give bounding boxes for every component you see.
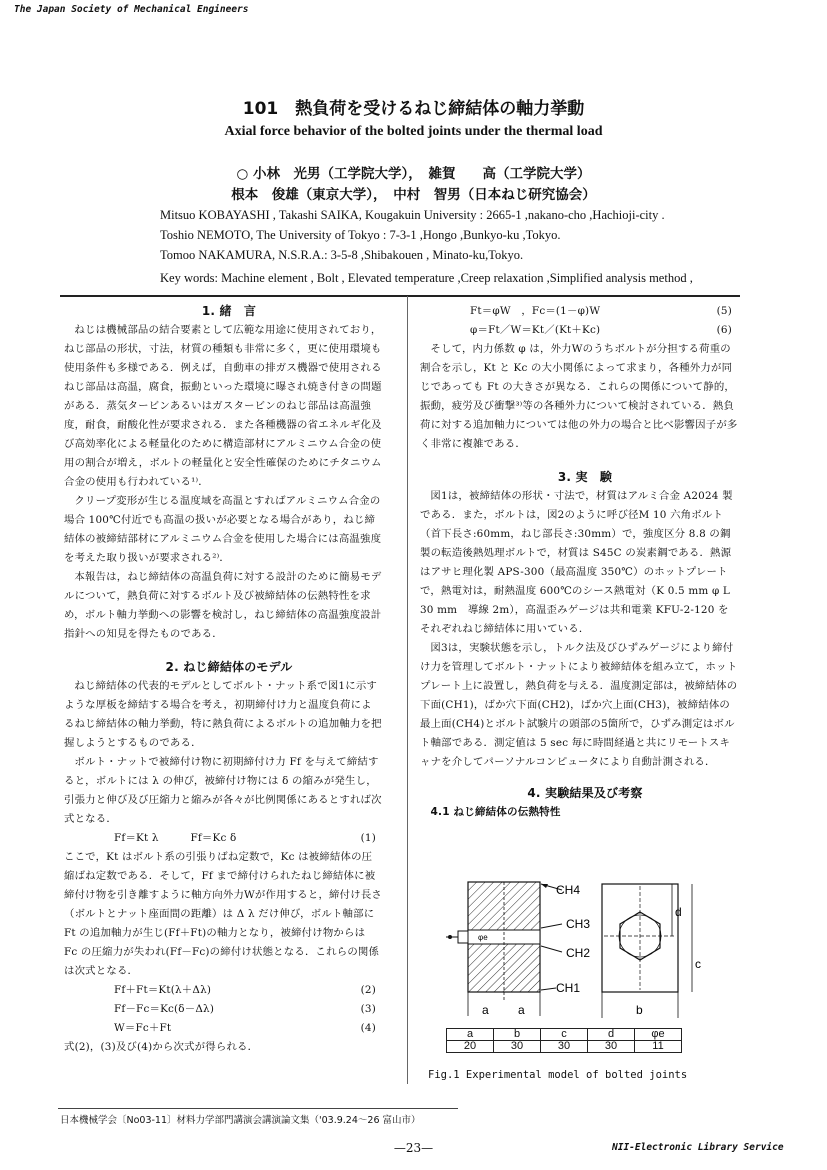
equation-4: W＝Fc＋Ft (4) bbox=[114, 1022, 376, 1034]
figure-caption: Fig.1 Experimental model of bolted joints bbox=[428, 1069, 688, 1081]
dim-header-c: c bbox=[541, 1029, 588, 1041]
s1-paragraph-3: 本報告は，ねじ締結体の高温負荷に対する設計のために簡易モデルについて，熱負荷に対するボルト及び被締結体の伝熱特性を求め，ボルト軸力挙動への影響を検討し，ねじ締結体の高温強度設計指針への知見を得たものである． bbox=[64, 571, 382, 640]
paper-subtitle: Axial force behavior of the bolted joints under the thermal load bbox=[224, 124, 603, 139]
section-4-1-title: 4.1 ねじ締結体の伝熱特性 bbox=[430, 806, 561, 818]
dimension-table bbox=[446, 1028, 682, 1053]
dim-value-d: 30 bbox=[588, 1041, 635, 1053]
column-divider bbox=[407, 296, 408, 1084]
affiliation-2: Toshio NEMOTO, The University of Tokyo : 7-3-1 ,Hongo ,Bunkyo-ku ,Tokyo. bbox=[160, 228, 561, 242]
ch3-arrow bbox=[541, 924, 562, 928]
ch4-label: CH4 bbox=[556, 883, 581, 897]
equation-2: Ff＋Ft＝Kt(λ＋Δλ) (2) bbox=[114, 984, 376, 996]
ch4-arrowhead bbox=[541, 884, 548, 888]
section-3-title: 3. 実 験 bbox=[557, 470, 613, 484]
authors-line-1: ○ 小林 光男（工学院大学）， 雑賀 高（工学院大学） bbox=[236, 166, 591, 182]
equation-3: Ff－Fc＝Kc(δ－Δλ) (3) bbox=[114, 1003, 376, 1015]
authors-line-2: 根本 俊雄（東京大学）， 中村 智男（日本ねじ研究協会） bbox=[231, 187, 596, 203]
footnote-rule bbox=[58, 1108, 458, 1109]
dim-header-d: d bbox=[588, 1029, 635, 1041]
ch1-arrow bbox=[541, 988, 556, 990]
s2-paragraph-2: ボルト・ナットで被締付け物に初期締付け力 Ff を与えて締結すると，ボルトには λ の伸び，被締付け物には δ の縮みが発生し，引張力と伸び及び圧縮力と縮みが各々が比例関係にあるとすれば次式となる． bbox=[64, 756, 382, 825]
dim-header-b: b bbox=[494, 1029, 541, 1041]
equation-1: Ff＝Kt λ Ff＝Kc δ (1) bbox=[114, 832, 376, 844]
dim-table-header-row bbox=[447, 1029, 682, 1041]
hole-dim-label: φe bbox=[478, 933, 488, 942]
fig1-diagram bbox=[440, 876, 730, 1026]
equation-5: Ft＝φW ，Fc＝(1－φ)W (5) bbox=[470, 305, 732, 317]
proceedings-note: 日本機械学会〔No03-11〕材料力学部門講演会講演論文集（'03.9.24〜26 富山市） bbox=[60, 1115, 421, 1126]
section-4-title: 4. 実験結果及び考察 bbox=[527, 786, 643, 800]
nii-service-label: NII-Electronic Library Service bbox=[612, 1142, 784, 1153]
ch2-label: CH2 bbox=[566, 946, 591, 960]
society-header: The Japan Society of Mechanical Engineers bbox=[14, 4, 249, 15]
dim-table-value-row bbox=[447, 1041, 682, 1053]
dim-d-label: d bbox=[675, 905, 682, 919]
affiliation-3: Tomoo NAKAMURA, N.S.R.A.: 3-5-8 ,Shibakouen , Minato-ku,Tokyo. bbox=[160, 248, 524, 262]
ch3-label: CH3 bbox=[566, 917, 591, 931]
ch2-arrow bbox=[541, 946, 562, 952]
header-rule bbox=[60, 295, 740, 297]
s3-paragraph-2: 図3は，実験状態を示し，トルク法及びひずみゲージにより締付け力を管理してボルト・ナットにより被締結体を組み立て，ホットプレート上に設置し，熱負荷を与える．温度測定部は，被締結体の下面(CH1)，ばか穴下面(CH2)，ばか穴上面(CH3)，被締結体の最上面(CH4)とボルト試験片の頭部の5箇所で，ひずみ測定はボルト軸部である．測定値は 5 sec 毎に時間経過と共にリモートスキャナを介してパーソナルコンピュータにより自動計測される． bbox=[420, 642, 738, 768]
dim-a2-label: a bbox=[518, 1003, 525, 1017]
dim-header-a: a bbox=[447, 1029, 494, 1041]
left-column bbox=[64, 302, 382, 1057]
paper-title: 101 熱負荷を受けるねじ締結体の軸力挙動 bbox=[242, 99, 585, 119]
page-number: —23— bbox=[393, 1141, 434, 1155]
keywords: Key words: Machine element , Bolt , Elevated temperature ,Creep relaxation ,Simplified analysis method , bbox=[160, 271, 693, 285]
s1-paragraph-2: クリープ変形が生じる温度域を高温とすればアルミニウム合金の場合 100℃付近でも高温の扱いが必要となる場合があり，ねじ締結体の被締結部材にアルミニウム合金を使用した場合には高温強度を考えた取り扱いが要求される²⁾． bbox=[64, 495, 382, 564]
dim-value-c: 30 bbox=[541, 1041, 588, 1053]
s2-paragraph-3: ここで，Kt はボルト系の引張りばね定数で，Kc は被締結体の圧縮ばね定数である．そして，Ff まで締付けられたねじ締結体に被締付け物を引き離すように軸方向外力Wが作用すると，締付け長さ（ボルトとナット座面間の距離）は Δ λ だけ伸び，ボルト軸部に Ft の追加軸力が生じ(Ff＋Ft)の軸力となり，被締付け物からは Fc の圧縮力が失われ(Ff－Fc)の締付け状態となる．これらの関係は次式となる． bbox=[64, 851, 383, 977]
s3-paragraph-1: 図1は，被締結体の形状・寸法で，材質はアルミ合金 A2024 製である．また，ボルトは，図2のように呼び径M 10 六角ボルト（首下長さ:60mm，ねじ部長さ:30mm）で，強度区分 8.8 の鋼製の転造後熱処理ボルトで，材質は S45C の炭素鋼である．熱源はアサヒ理化製 APS-300（最高温度 350℃）のホットプレートで，熱電対は，耐熱温度 600℃のシース熱電対（K 0.5 mm φ L 30 mm 導線 2m），高温歪みゲージは共和電業 KFU-2-120 をそれぞれねじ締結体に用いている． bbox=[420, 490, 733, 635]
section-2-title: 2. ねじ締結体のモデル bbox=[165, 660, 293, 674]
thermocouple-dot bbox=[448, 935, 452, 939]
right-column bbox=[420, 302, 738, 822]
equation-6: φ＝Ft／W＝Kt／(Kt＋Kc) (6) bbox=[470, 324, 732, 336]
dim-a1-label: a bbox=[482, 1003, 489, 1017]
dim-c-label: c bbox=[695, 957, 701, 971]
dim-b-label: b bbox=[636, 1003, 643, 1017]
r-paragraph-1: そして，内力係数 φ は，外力Wのうちボルトが分担する荷重の割合を示し，Kt と Kc の大小関係によって求まり，各種外力が同じであっても Ft の大きさが異なる．これらの関係について静的，振動，疲労及び衝撃³⁾等の各種外力について検討されている．熱負荷に対する追加軸力については他の外力の場合と比べ影響因子が多く非常に複雑である． bbox=[420, 343, 738, 450]
dim-value-phie: 11 bbox=[635, 1041, 682, 1053]
thermocouple-probe bbox=[458, 931, 468, 943]
dim-value-a: 20 bbox=[447, 1041, 494, 1053]
ch1-label: CH1 bbox=[556, 981, 581, 995]
s2-paragraph-4: 式(2)，(3)及び(4)から次式が得られる． bbox=[64, 1041, 259, 1053]
affiliation-1: Mitsuo KOBAYASHI , Takashi SAIKA, Kougakuin University : 2665-1 ,nakano-cho ,Hachioji-city . bbox=[160, 208, 665, 222]
s1-paragraph-1: ねじは機械部品の結合要素として広範な用途に使用されており，ねじ部品の形状，寸法，材質の種類も非常に多く，更に使用環境も使用条件も多様である．例えば，自動車の排ガス機器で使用されるねじ部品は高温，腐食，振動といった環境に曝され焼き付きの問題がある．蒸気タービンあるいはガスタービンのねじ部品は高温強度，耐食，耐酸化性が要求される．また各種機器の省エネルギ化及び高効率化による軽量化のために構造部材にアルミニウム合金の使用の割合が増え，ボルトの軽量化と安全性確保のためにチタニウム合金の使用も行われている¹⁾． bbox=[64, 324, 382, 488]
s2-paragraph-1: ねじ締結体の代表的モデルとしてボルト・ナット系で図1に示すような厚板を締結する場合を考え，初期締付け力と温度負荷によるねじ締結体の軸力挙動，特に熱負荷によるボルトの追加軸力を把握しようとするものである． bbox=[64, 680, 382, 749]
dim-header-phie: φe bbox=[635, 1029, 682, 1041]
section-1-title: 1. 緒 言 bbox=[201, 304, 257, 318]
dim-value-b: 30 bbox=[494, 1041, 541, 1053]
